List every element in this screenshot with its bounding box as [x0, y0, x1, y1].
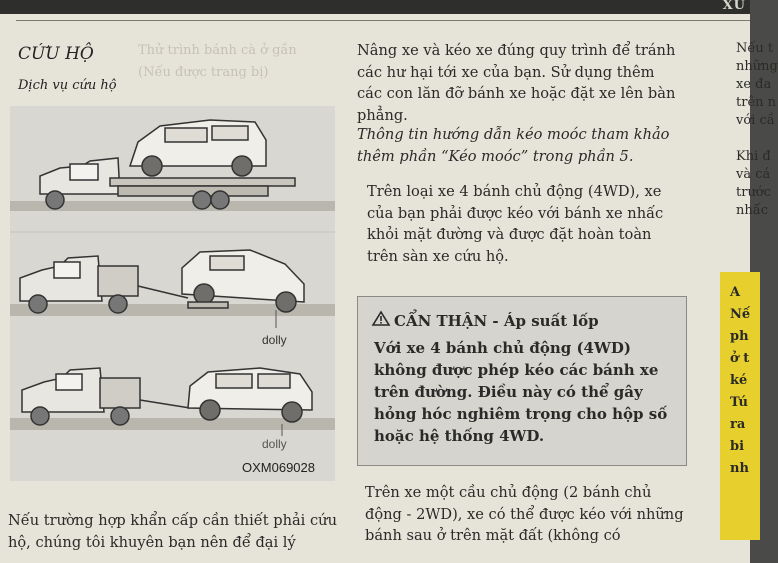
- warning-line: Tú: [730, 395, 748, 410]
- caution-title-text: CẨN THẬN - Áp suất lốp: [394, 312, 599, 330]
- warning-line: Nế: [730, 307, 751, 322]
- cropped-line: trước: [736, 185, 771, 200]
- towing-illustration: [10, 106, 335, 481]
- warning-box-text: [730, 282, 760, 480]
- section-tab-label: XU: [722, 0, 746, 13]
- image-code: OXM069028: [242, 460, 315, 475]
- header-rule: [16, 20, 750, 21]
- warning-triangle-icon: [372, 311, 390, 330]
- warning-line: nh: [730, 461, 749, 476]
- dolly-label-2: dolly: [262, 437, 287, 451]
- caution-title: [372, 311, 599, 330]
- dolly-label-1: dolly: [262, 333, 287, 347]
- warning-line: ra: [730, 417, 746, 432]
- cropped-line: [736, 130, 776, 148]
- cropped-line: trên n: [736, 95, 777, 110]
- page-top-bar: [0, 0, 750, 14]
- paragraph-4wd: Trên loại xe 4 bánh chủ động (4WD), xe của bạn phải được kéo với bánh xe nhấc khỏi mặt đường và được đặt hoàn toàn trên sàn xe cứu hộ.: [367, 183, 664, 265]
- right-column-cropped: [736, 40, 776, 220]
- cropped-line: nhấc: [736, 203, 768, 218]
- bleed-through-text: [138, 40, 328, 84]
- caution-body: Với xe 4 bánh chủ động (4WD) không được phép kéo các bánh xe trên đường. Điều này có thể gây hỏng hóc nghiêm trọng cho hộp số hoặc hệ thống 4WD.: [374, 339, 668, 445]
- cropped-line: Khi đ: [736, 149, 771, 164]
- cropped-line: Nếu t: [736, 41, 774, 56]
- paragraph-towing-procedure: Nâng xe và kéo xe đúng quy trình để tránh các hư hại tới xe của bạn. Sử dụng thêm các con lăn đỡ bánh xe hoặc đặt xe lên bàn phẳng.: [357, 42, 676, 124]
- warning-line: ph: [730, 329, 749, 344]
- ghost-line: (Nếu được trang bị): [138, 65, 269, 80]
- warning-line: bi: [730, 439, 745, 454]
- panel-divider: [10, 231, 335, 233]
- suv-on-dolly: [182, 250, 304, 312]
- section-heading: CỨU HỘ: [18, 44, 94, 64]
- ghost-line: Thử trình bánh cà ở gần: [138, 43, 297, 58]
- cropped-line: xe đa: [736, 77, 772, 92]
- warning-line: A: [730, 285, 741, 300]
- tow-truck-3: [22, 368, 190, 425]
- warning-line: ké: [730, 373, 748, 388]
- towing-diagram-svg: [10, 106, 335, 481]
- section-subheading: Dịch vụ cứu hộ: [18, 78, 117, 93]
- paragraph-2wd: Trên xe một cầu chủ động (2 bánh chủ động - 2WD), xe có thể được kéo với những bánh sau ở trên mặt đất (không có: [365, 484, 684, 544]
- cropped-line: và cá: [736, 167, 771, 182]
- warning-line: ở t: [730, 351, 750, 366]
- cropped-line: với cầ: [736, 113, 775, 128]
- suv-towed-3: [188, 368, 312, 422]
- caution-box: [357, 296, 687, 466]
- paragraph-trailer-reference: Thông tin hướng dẫn kéo moóc tham khảo thêm phần “Kéo moóc” trong phần 5.: [357, 126, 670, 165]
- left-bottom-paragraph: Nếu trường hợp khẩn cấp cần thiết phải cứu hộ, chúng tôi khuyên bạn nên để đại lý: [8, 512, 337, 551]
- cropped-line: những: [736, 59, 778, 74]
